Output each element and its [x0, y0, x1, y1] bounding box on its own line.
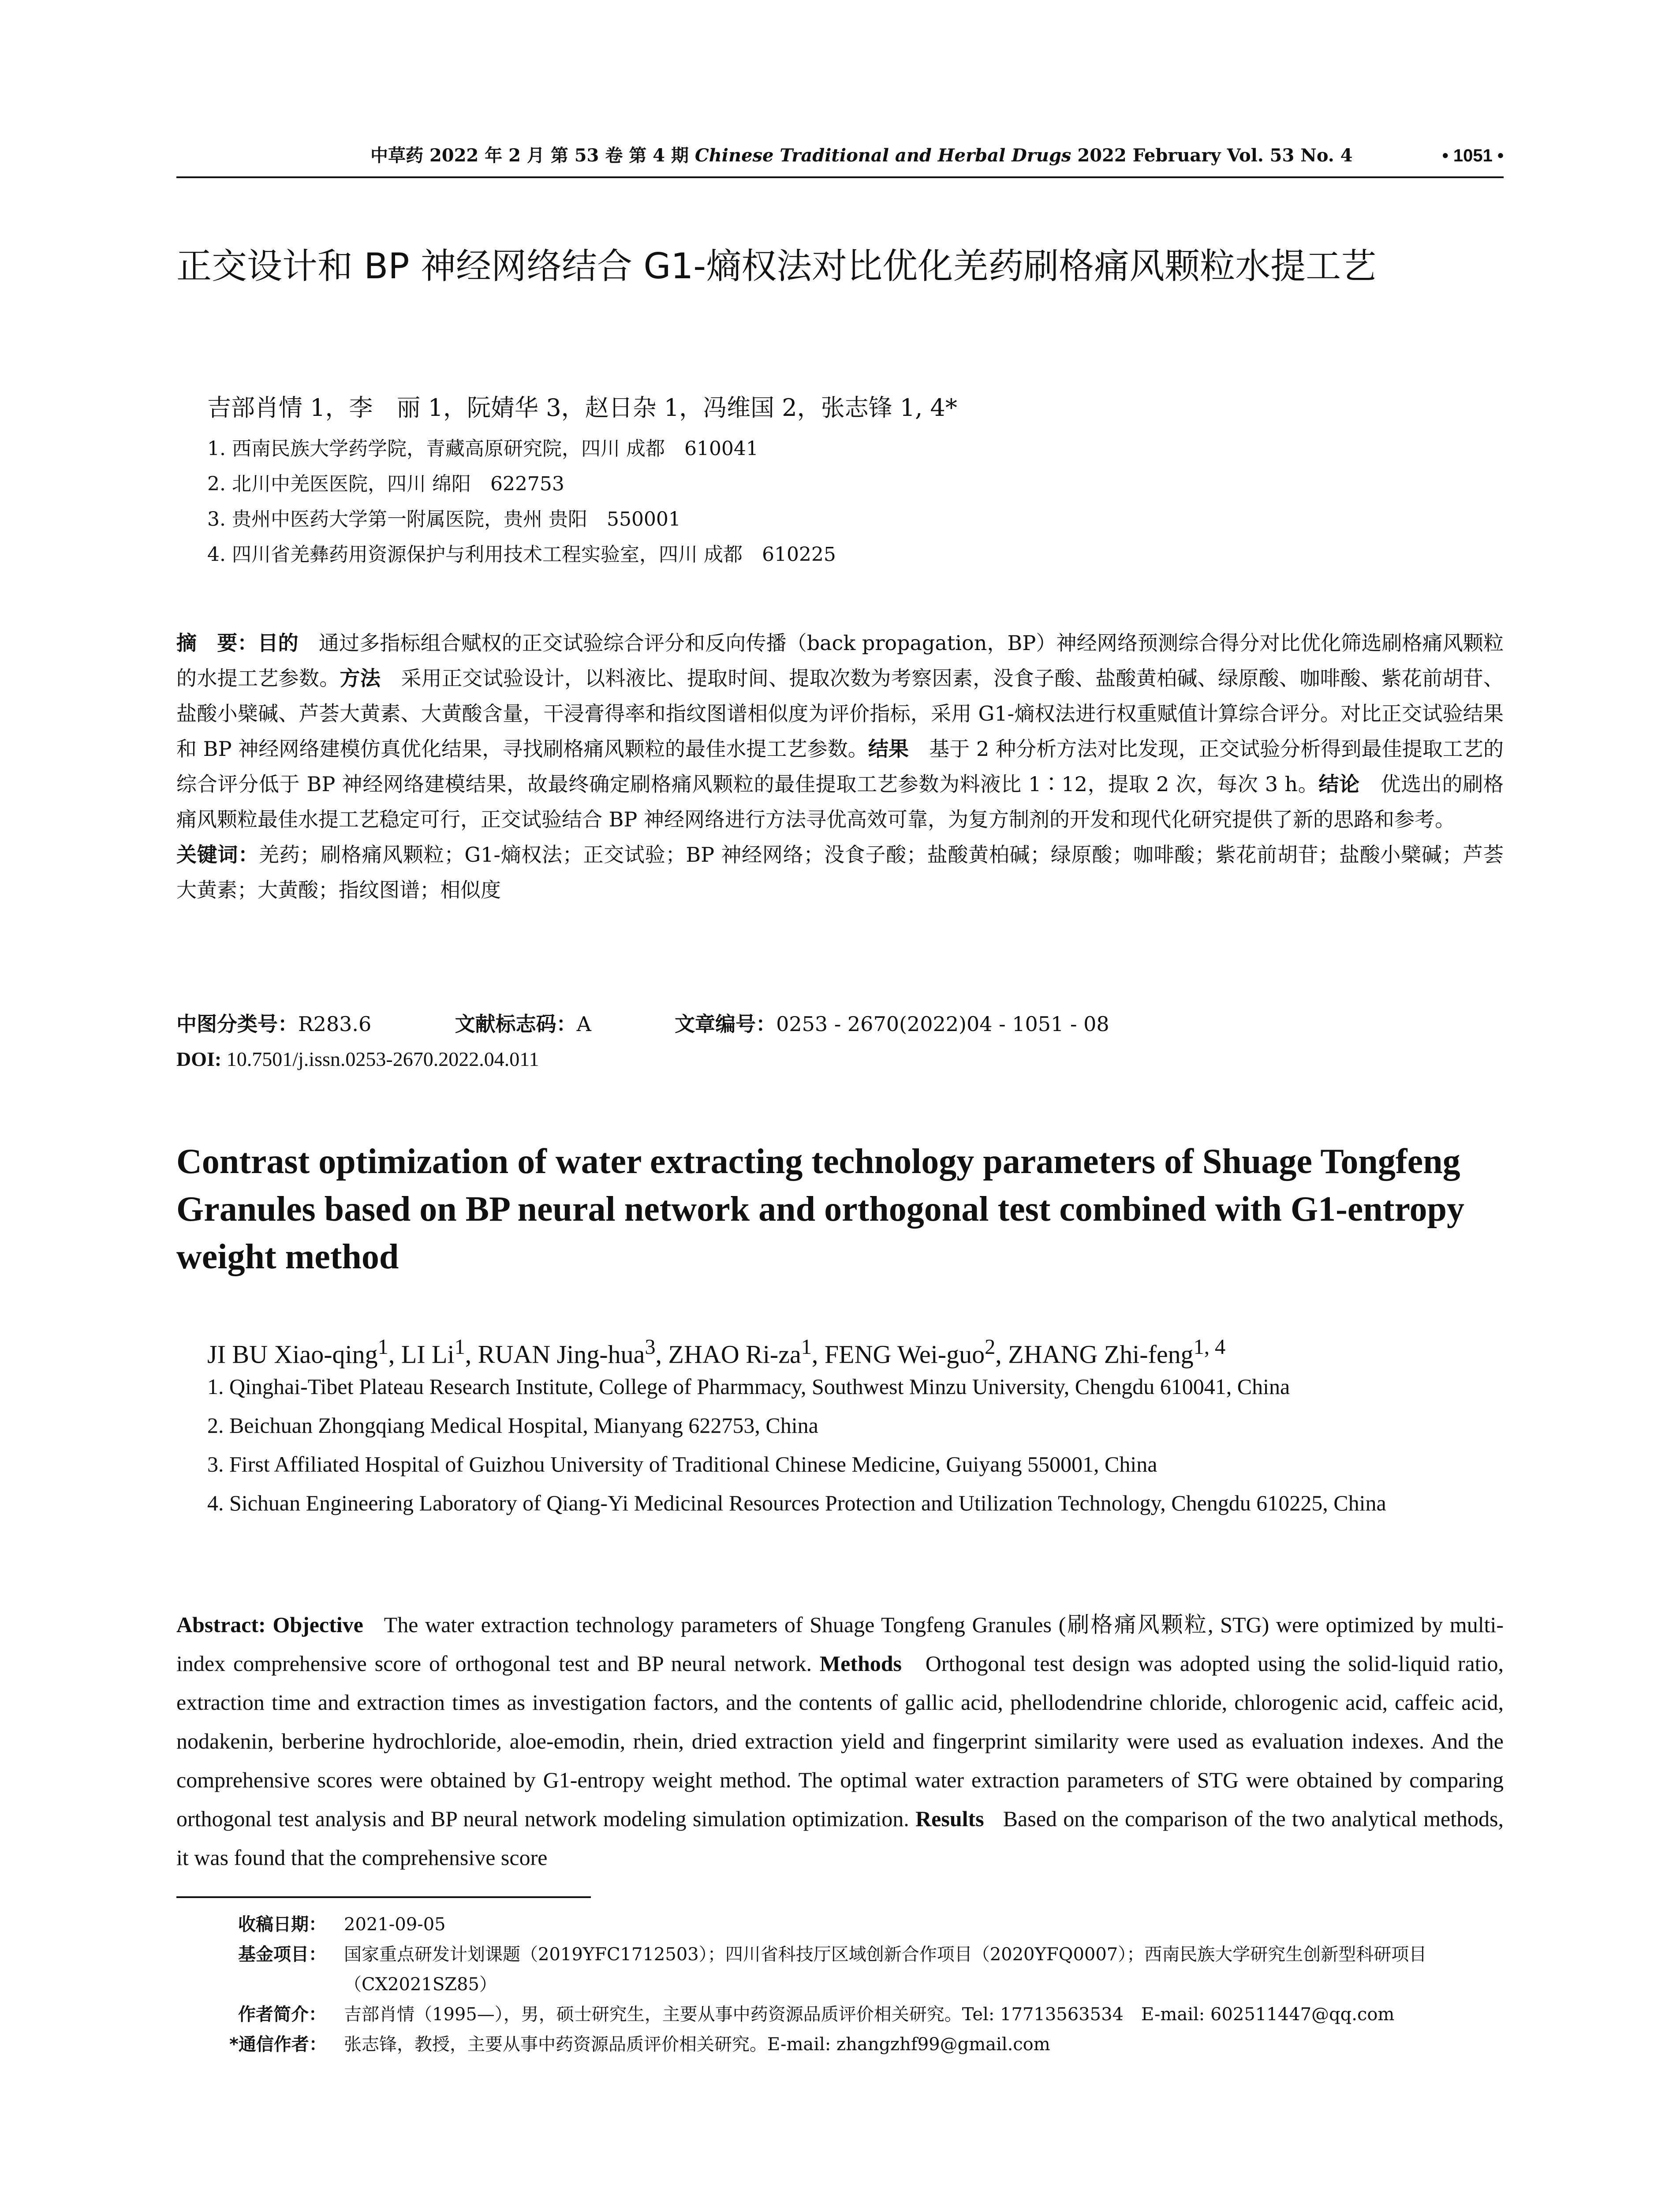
clc-label: 中图分类号：	[176, 1012, 298, 1036]
authors-cn: 吉部肖情 1，李 丽 1，阮婧华 3，赵日杂 1，冯维国 2，张志锋 1, 4*	[207, 394, 957, 422]
conclusion-label-cn: 结论	[1318, 772, 1360, 796]
header-citation	[370, 142, 1353, 169]
abstract-en-label: Abstract:	[176, 1612, 266, 1637]
authors-en: JI BU Xiao-qing$^1$, LI Li$^1$, RUAN Jing-hua$^3$, ZHAO $Ri-za^1$, FENG Wei-guo$^2$, ZHANG Zhi-feng$^{1, 4}$	[207, 1335, 1226, 1369]
article-number-value: 0253 - 2670(2022)04 - 1051 - 08	[776, 1012, 1109, 1036]
keywords-label-cn: 关键词：	[176, 843, 259, 867]
doc-code-label: 文献标志码：	[455, 1012, 577, 1036]
author-en: LI Li	[401, 1340, 455, 1369]
corresponding-text: 张志锋，教授，主要从事中药资源品质评价相关研究。E-mail: zhangzhf99@gmail.com	[344, 2034, 1050, 2055]
objective-en: The water extraction technology parameters of Shuage Tongfeng Granules (刷格痛风颗粒, STG) were optimized by multi-index comprehensive score of orthogonal test and BP neural network.	[176, 1612, 1504, 1676]
journal-name-cn: 中草药	[370, 145, 423, 166]
bio-text: 吉部肖情（1995—），男，硕士研究生，主要从事中药资源品质评价相关研究。Tel: 17713563534 E-mail: 602511447@qq.com	[344, 2004, 1395, 2025]
abstract-cn-label: 摘 要：	[176, 631, 258, 655]
doc-code-value: A	[576, 1012, 591, 1036]
journal-name-en: Chinese Traditional and Herbal Drugs	[694, 145, 1071, 166]
doi-value: 10.7501/j.issn.0253-2670.2022.04.011	[226, 1048, 539, 1070]
footnotes	[229, 1910, 1504, 2059]
abstract-cn	[176, 625, 1504, 908]
affiliation-en: 1. Qinghai-Tibet Plateau Research Institute, College of Pharmmacy, Southwest Minzu University, Chengdu 610041, China	[207, 1374, 1290, 1399]
methods-en: Orthogonal test design was adopted using the solid-liquid ratio, extraction time and extraction times as investigation factors, and the contents of gallic acid, phellodendrine chloride, chlorogenic acid, caffeic acid, nodakenin, berberine hydrochloride, aloe-emodin, rhein, dried extraction yield and fingerprint similarity were used as evaluation indexes. And the comprehensive scores were obtained by G1-entropy weight method. The optimal water extraction parameters of STG were obtained by comparing orthogonal test analysis and BP neural network modeling simulation optimization.	[176, 1651, 1504, 1831]
objective-label-en: Objective	[273, 1612, 363, 1637]
affiliation-cn: 2. 北川中羌医医院，四川 绵阳 622753	[207, 473, 564, 495]
issue-cn: 2022 年 2 月 第 53 卷 第 4 期	[429, 145, 689, 166]
author-en-sup: 1	[377, 1335, 388, 1359]
received-date: 2021-09-05	[344, 1914, 446, 1935]
abstract-en	[176, 1605, 1504, 1877]
author-en: RUAN Jing-hua	[478, 1340, 645, 1369]
corresponding-label: *通信作者：	[229, 2034, 327, 2055]
header-rule	[176, 176, 1504, 178]
author-en-sup: 1, 4	[1193, 1335, 1226, 1359]
conclusion-cn: 优选出的刷格痛风颗粒最佳水提工艺稳定可行，正交试验结合 BP 神经网络进行方法寻优高效可靠，为复方制剂的开发和现代化研究提供了新的思路和参考。	[176, 772, 1504, 831]
received-label: 收稿日期：	[238, 1914, 326, 1935]
author-en-sup: 1	[801, 1335, 812, 1359]
results-label-cn: 结果	[868, 737, 909, 761]
footnote-fund	[238, 1940, 1504, 1999]
affiliation-en: 2. Beichuan Zhongqiang Medical Hospital, Mianyang 622753, China	[207, 1413, 818, 1438]
fund-text: 国家重点研发计划课题（2019YFC1712503）；四川省科技厅区域创新合作项目（2020YFQ0007）；西南民族大学研究生创新型科研项目（CX2021SZ85）	[344, 1944, 1427, 1995]
affiliation-en: 4. Sichuan Engineering Laboratory of Qiang-Yi Medicinal Resources Protection and Utilization Technology, Chengdu 610225, China	[207, 1491, 1386, 1515]
objective-label-cn: 目的	[258, 631, 299, 655]
article-number-label: 文章编号：	[675, 1012, 777, 1036]
doi-line	[176, 1042, 1504, 1077]
author-en-sup: 3	[645, 1335, 656, 1359]
footnote-rule	[176, 1896, 591, 1898]
results-cn: 基于 2 种分析方法对比发现，正交试验分析得到最佳提取工艺的综合评分低于 BP 神经网络建模结果，故最终确定刷格痛风颗粒的最佳提取工艺参数为料液比 1∶12，提取 2 次，每次 3 h。	[176, 737, 1504, 796]
methods-label-en: Methods	[819, 1651, 902, 1676]
affiliation-cn: 3. 贵州中医药大学第一附属医院，贵州 贵阳 550001	[207, 508, 681, 531]
author-en: ZHANG Zhi-feng	[1008, 1340, 1194, 1369]
author-en-sup: 2	[985, 1335, 996, 1359]
affiliation-cn: 1. 西南民族大学药学院，青藏高原研究院，四川 成都 610041	[207, 437, 758, 460]
bio-label: 作者简介：	[238, 2004, 326, 2025]
classification-line	[176, 1006, 1504, 1042]
author-en-sup: 1	[454, 1335, 465, 1359]
author-en: ZHAO Ri-za	[668, 1340, 801, 1369]
objective-cn: 通过多指标组合赋权的正交试验综合评分和反向传播（back propagation，BP）神经网络预测综合得分对比优化筛选刷格痛风颗粒的水提工艺参数。	[176, 631, 1504, 690]
fund-label: 基金项目：	[238, 1944, 326, 1965]
author-en: JI BU Xiao-qing	[207, 1340, 378, 1369]
footnote-corresponding	[229, 2029, 1504, 2059]
methods-label-cn: 方法	[340, 666, 381, 690]
issue-en: 2022 February Vol. 53 No. 4	[1077, 145, 1353, 166]
results-label-en: Results	[915, 1806, 984, 1831]
affiliations-cn	[207, 431, 1486, 572]
title-en: Contrast optimization of water extracting technology parameters of Shuage Tongfeng Granules based on BP neural network and orthogonal test combined with G1-entropy weight method	[176, 1142, 1464, 1276]
doi-label: DOI:	[176, 1048, 222, 1070]
results-en: Based on the comparison of the two analytical methods, it was found that the comprehensive score	[176, 1806, 1504, 1870]
keywords-text-cn: 羌药；刷格痛风颗粒；G1-熵权法；正交试验；BP 神经网络；没食子酸；盐酸黄柏碱；绿原酸；咖啡酸；紫花前胡苷；盐酸小檗碱；芦荟大黄素；大黄酸；指纹图谱；相似度	[176, 843, 1504, 902]
clc-value: R283.6	[298, 1012, 372, 1036]
affiliation-en: 3. First Affiliated Hospital of Guizhou University of Traditional Chinese Medicine, Guiyang 550001, China	[207, 1452, 1157, 1476]
affiliations-en	[207, 1367, 1504, 1522]
affiliation-cn: 4. 四川省羌彝药用资源保护与利用技术工程实验室，四川 成都 610225	[207, 543, 836, 566]
running-header	[176, 142, 1504, 169]
keywords-cn	[176, 837, 1504, 908]
title-cn: 正交设计和 BP 神经网络结合 G1-熵权法对比优化羌药刷格痛风颗粒水提工艺	[176, 246, 1377, 287]
page-number: • 1051 •	[1442, 146, 1504, 165]
methods-cn: 采用正交试验设计，以料液比、提取时间、提取次数为考察因素，没食子酸、盐酸黄柏碱、绿原酸、咖啡酸、紫花前胡苷、盐酸小檗碱、芦荟大黄素、大黄酸含量，干浸膏得率和指纹图谱相似度为评价指标，采用 G1-熵权法进行权重赋值计算综合评分。对比正交试验结果和 BP 神经网络建模仿真优化结果，寻找刷格痛风颗粒的最佳水提工艺参数。	[176, 666, 1504, 761]
author-en: FENG Wei-guo	[824, 1340, 985, 1369]
footnote-bio	[238, 1999, 1504, 2029]
footnote-received	[238, 1910, 1504, 1940]
